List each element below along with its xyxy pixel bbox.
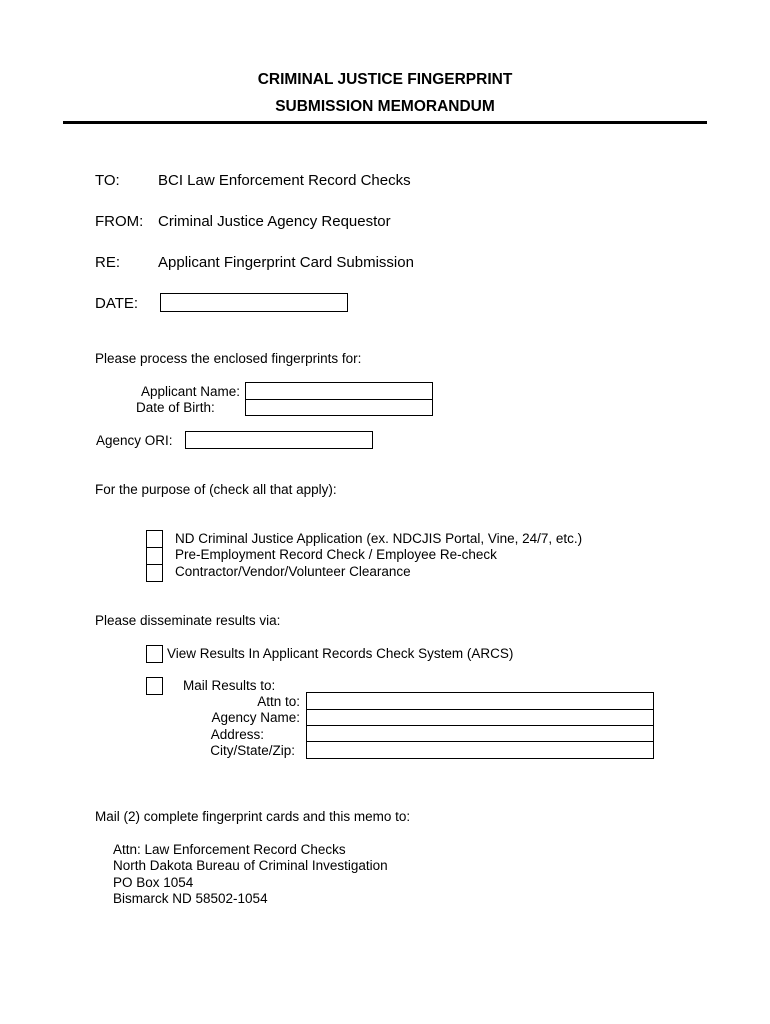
mailing-intro: Mail (2) complete fingerprint cards and this memo to:	[95, 809, 411, 824]
to-label: TO:	[95, 172, 120, 189]
date-label: DATE:	[95, 295, 139, 312]
re-value: Applicant Fingerprint Card Submission	[158, 254, 414, 271]
arcs-checkbox[interactable]	[146, 645, 163, 663]
to-value: BCI Law Enforcement Record Checks	[158, 172, 411, 189]
document-title-line1: CRIMINAL JUSTICE FINGERPRINT	[257, 71, 513, 88]
applicant-name-field[interactable]	[245, 382, 433, 400]
date-field[interactable]	[160, 293, 348, 312]
purpose-option-contractor: Contractor/Vendor/Volunteer Clearance	[175, 564, 411, 579]
attn-label: Attn to:	[257, 694, 300, 709]
agency-name-field[interactable]	[306, 709, 654, 726]
purpose-checkbox-contractor[interactable]	[146, 564, 163, 582]
agency-ori-label: Agency ORI:	[96, 433, 173, 448]
address-label: Address:	[210, 727, 264, 742]
city-state-zip-field[interactable]	[306, 741, 654, 759]
purpose-checkbox-pre-employment[interactable]	[146, 547, 163, 565]
arcs-label: View Results In Applicant Records Check System (ARCS)	[167, 646, 514, 661]
agency-ori-field[interactable]	[185, 431, 373, 449]
purpose-option-pre-employment: Pre-Employment Record Check / Employee Re-check	[175, 547, 497, 562]
dob-label: Date of Birth:	[136, 400, 215, 415]
mailing-line: North Dakota Bureau of Criminal Investigation	[113, 858, 388, 873]
address-field[interactable]	[306, 725, 654, 742]
from-label: FROM:	[95, 213, 144, 230]
city-state-zip-label: City/State/Zip:	[210, 743, 295, 758]
disseminate-intro: Please disseminate results via:	[95, 613, 281, 628]
dob-field[interactable]	[245, 399, 433, 416]
title-divider	[63, 121, 707, 124]
mailing-line: PO Box 1054	[113, 875, 194, 890]
mailing-line: Bismarck ND 58502-1054	[113, 891, 268, 906]
document-title-line2: SUBMISSION MEMORANDUM	[275, 98, 495, 115]
purpose-checkbox-criminal-justice[interactable]	[146, 530, 163, 548]
purpose-option-criminal-justice: ND Criminal Justice Application (ex. NDCJIS Portal, Vine, 24/7, etc.)	[175, 531, 583, 546]
mail-results-checkbox[interactable]	[146, 677, 163, 695]
mailing-line: Attn: Law Enforcement Record Checks	[113, 842, 346, 857]
agency-name-label: Agency Name:	[211, 710, 300, 725]
from-value: Criminal Justice Agency Requestor	[158, 213, 391, 230]
purpose-intro: For the purpose of (check all that apply):	[95, 482, 337, 497]
applicant-name-label: Applicant Name:	[140, 384, 240, 399]
re-label: RE:	[95, 254, 121, 271]
mail-results-label: Mail Results to:	[183, 678, 276, 693]
process-intro: Please process the enclosed fingerprints for:	[95, 351, 362, 366]
attn-field[interactable]	[306, 692, 654, 710]
